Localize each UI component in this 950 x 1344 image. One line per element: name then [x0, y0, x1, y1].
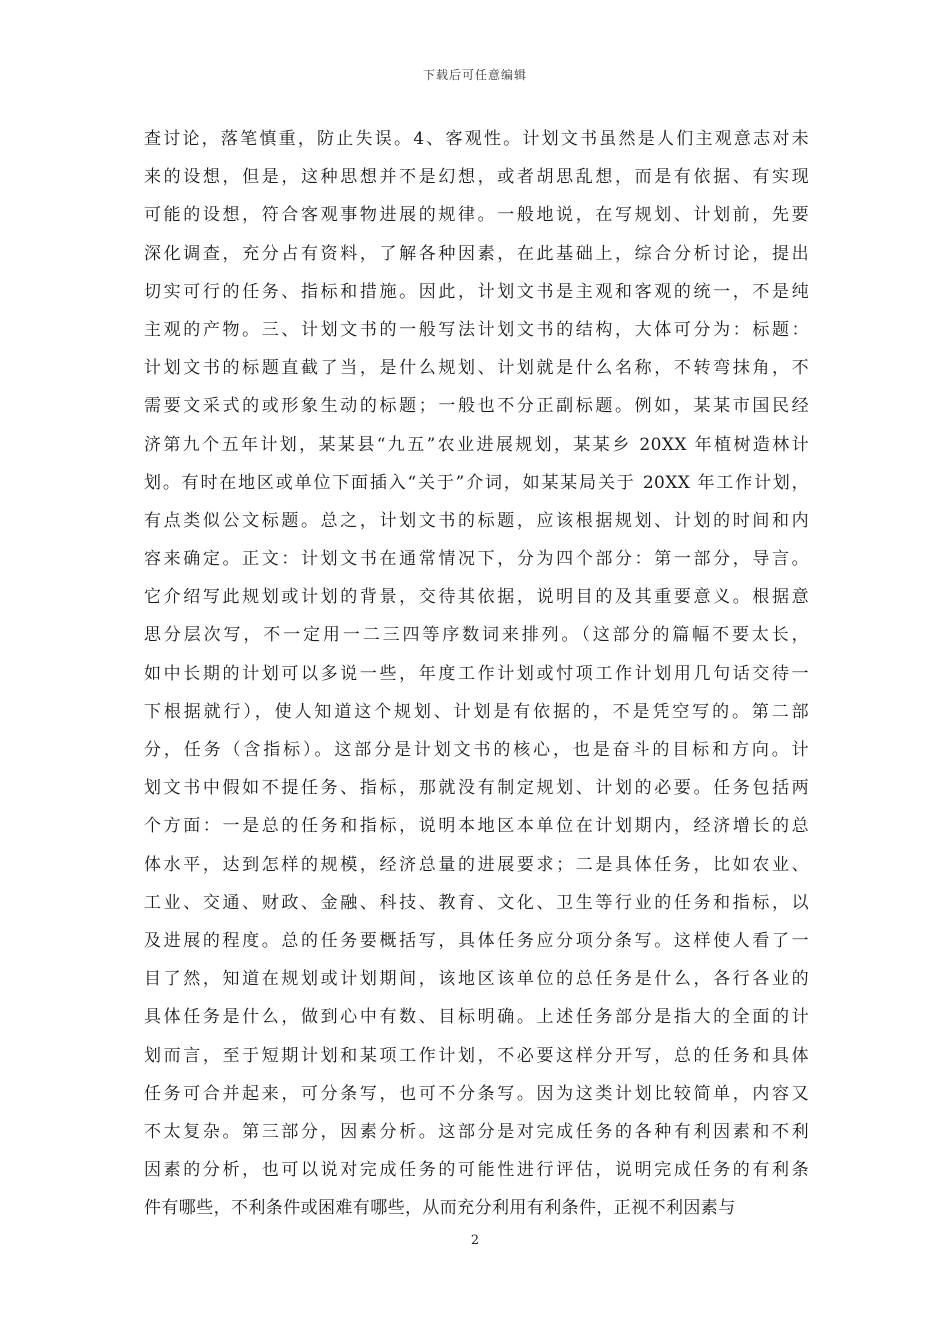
text-line: 下根据就行），使人知道这个规划、计划是有依据的，不是凭空写的。第二部	[144, 701, 809, 722]
text-line: 不太复杂。第三部分，因素分析。这部分是对完成任务的各种有利因素和不利	[144, 1121, 809, 1142]
text-line: 来的设想，但是，这种思想并不是幻想，或者胡思乱想，而是有依据、有实现	[144, 167, 809, 188]
text-line: 具体任务是什么，做到心中有数、目标明确。上述任务部分是指大的全面的计	[144, 1007, 809, 1028]
text-line: 目了然，知道在规划或计划期间，该地区该单位的总任务是什么，各行各业的	[144, 969, 809, 990]
text-line: 划。有时在地区或单位下面插入“关于”介词，如某某局关于 20XX 年工作计划，	[144, 472, 809, 493]
text-line: 件有哪些，不利条件或困难有哪些，从而充分利用有利条件，正视不利因素与	[144, 1198, 736, 1219]
text-line: 主观的产物。三、计划文书的一般写法计划文书的结构，大体可分为：标题：	[144, 319, 809, 340]
text-line: 工业、交通、财政、金融、科技、教育、文化、卫生等行业的任务和指标，以	[144, 892, 809, 913]
body-text	[144, 120, 809, 1227]
text-line: 分，任务（含指标）。这部分是计划文书的核心，也是奋斗的目标和方向。计	[144, 740, 809, 760]
text-line: 划文书中假如不提任务、指标，那就没有制定规划、计划的必要。任务包括两	[144, 778, 809, 799]
text-line: 因素的分析，也可以说对完成任务的可能性进行评估，说明完成任务的有利条	[144, 1160, 809, 1181]
page-number: 2	[470, 1233, 480, 1248]
text-line: 切实可行的任务、指标和措施。因此，计划文书是主观和客观的统一，不是纯	[144, 281, 809, 302]
text-line: 它介绍写此规划或计划的背景，交待其依据，说明目的及其重要意义。根据意	[144, 587, 809, 608]
text-line: 体水平，达到怎样的规模，经济总量的进展要求；二是具体任务，比如农业、	[144, 854, 809, 875]
page-header: 下载后可任意编辑	[422, 68, 527, 82]
text-line: 计划文书的标题直截了当，是什么规划、计划就是什么名称，不转弯抹角，不	[144, 358, 809, 379]
text-line: 如中长期的计划可以多说一些，年度工作计划或忖项工作计划用几句话交待一	[144, 663, 809, 684]
text-line: 容来确定。正文：计划文书在通常情况下，分为四个部分：第一部分，导言。	[144, 549, 809, 570]
text-line: 有点类似公文标题。总之，计划文书的标题，应该根据规划、计划的时间和内	[144, 510, 809, 531]
text-line: 个方面：一是总的任务和指标，说明本地区本单位在计划期内，经济增长的总	[144, 816, 809, 837]
text-line: 可能的设想，符合客观事物进展的规律。一般地说，在写规划、计划前，先要	[144, 205, 809, 226]
text-line: 及进展的程度。总的任务要概括写，具体任务应分项分条写。这样使人看了一	[144, 930, 809, 951]
text-line: 划而言，至于短期计划和某项工作计划，不必要这样分开写，总的任务和具体	[144, 1045, 809, 1066]
text-line: 深化调查，充分占有资料，了解各种因素，在此基础上，综合分析讨论，提出	[144, 243, 809, 264]
text-line: 思分层次写，不一定用一二三四等序数词来排列。（这部分的篇幅不要太长，	[144, 625, 809, 646]
text-line: 任务可合并起来，可分条写，也可不分条写。因为这类计划比较简单，内容又	[144, 1083, 809, 1104]
text-line: 需要文采式的或形象生动的标题；一般也不分正副标题。例如，某某市国民经	[144, 396, 809, 417]
text-line: 查讨论，落笔慎重，防止失误。4、客观性。计划文书虽然是人们主观意志对未	[144, 129, 809, 149]
text-line: 济第九个五年计划，某某县“九五”农业进展规划，某某乡 20XX 年植树造林计	[144, 434, 809, 455]
